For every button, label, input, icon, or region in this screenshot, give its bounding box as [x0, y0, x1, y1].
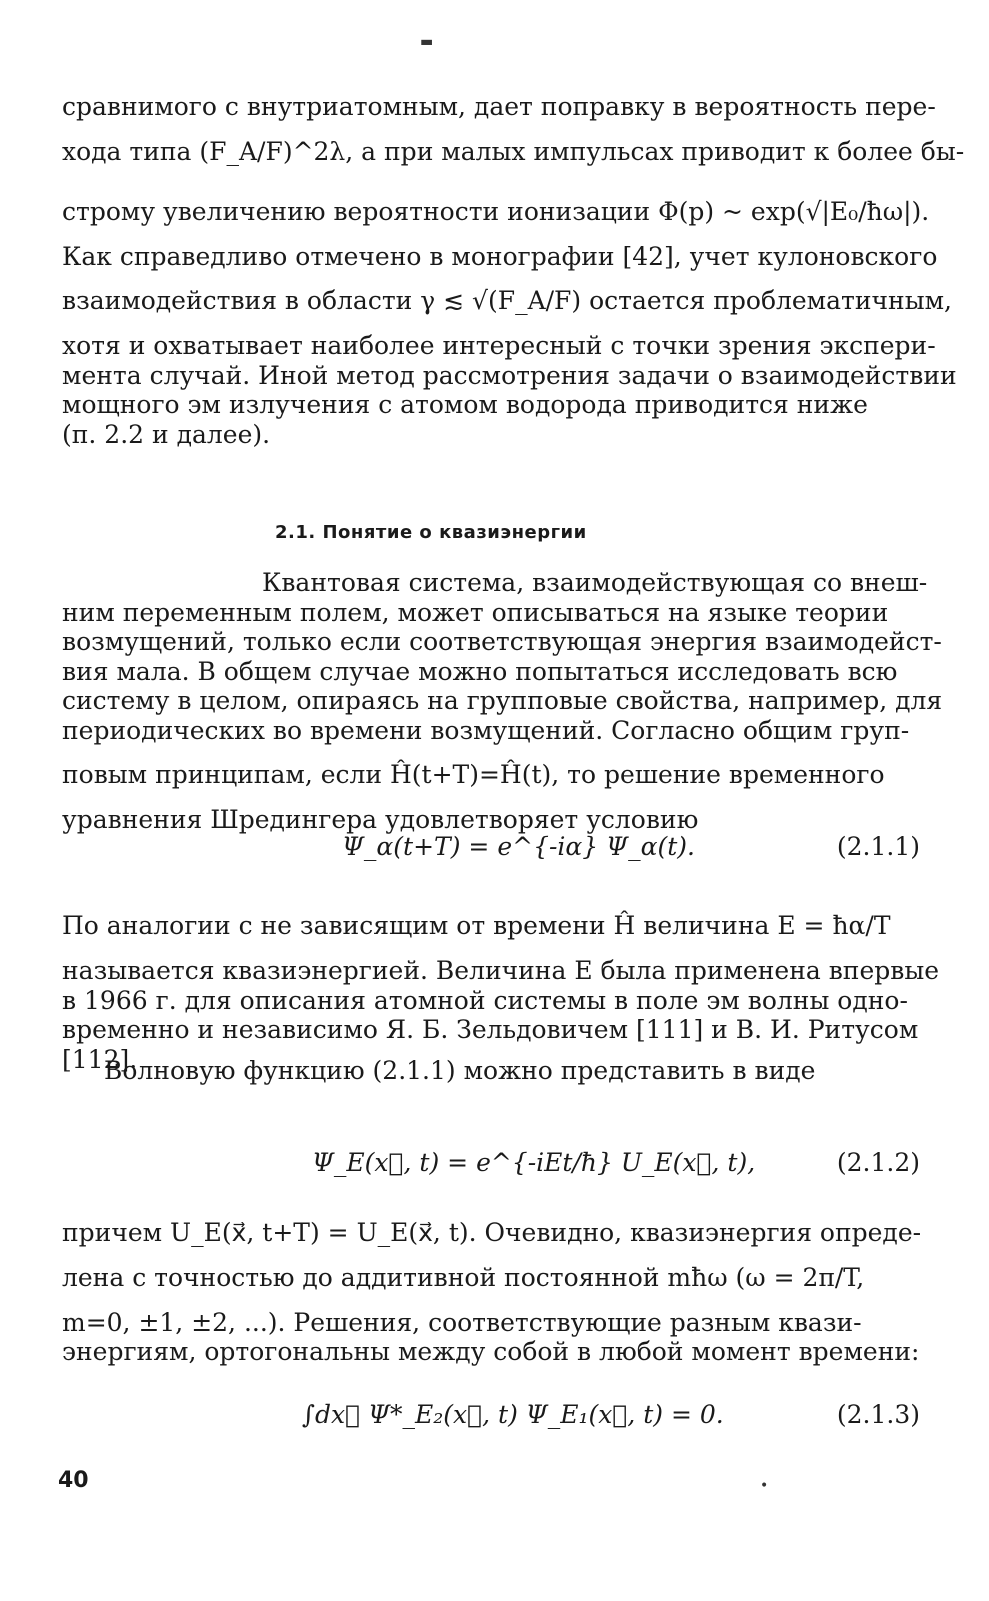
paragraph-section — [62, 568, 943, 835]
text-line: причем U_E(x⃗, t+T) = U_E(x⃗, t). Очевидно, квазиэнергия опреде- — [62, 1218, 922, 1247]
equation-number: (2.1.2) — [836, 1148, 920, 1177]
section-heading: 2.1. Понятие о квазиэнергии — [275, 522, 587, 543]
text-line: Как справедливо отмечено в монографии [42], учет кулоновского — [62, 241, 938, 271]
text-line: мента случай. Иной метод рассмотрения задачи о взаимодействии — [62, 360, 957, 390]
text-line: возмущений, только если соответствующая энергия взаимодейст- — [62, 627, 942, 656]
text-line: в 1966 г. для описания атомной системы в поле эм волны одно- — [62, 985, 908, 1015]
equation-expression: Ψ_α(t+T) = e^{-iα} Ψ_α(t). — [342, 832, 695, 861]
text-line: взаимодействия в области γ ≲ √(F_A/F) остается проблематичным, — [62, 286, 953, 315]
text-line: хотя и охватывает наиболее интересный с точки зрения экспери- — [62, 331, 936, 360]
text-line: Квантовая система, взаимодействующая со внеш- — [262, 568, 928, 597]
text-line: По аналогии с не зависящим от времени Ĥ величина E = ħα/T — [62, 911, 891, 940]
text-line: повым принципам, если Ĥ(t+T)=Ĥ(t), то решение временного — [62, 760, 885, 789]
equation-2-1-1 — [62, 832, 920, 864]
text-line: называется квазиэнергией. Величина E была применена впервые — [62, 956, 940, 985]
text-line: Волновую функцию (2.1.1) можно представить в виде — [104, 1056, 816, 1085]
text-line: строму увеличению вероятности ионизации Φ(p) ~ exp(√|E₀/ħω|). — [62, 196, 930, 226]
text-line: энергиям, ортогональны между собой в любой момент времени: — [62, 1337, 920, 1366]
paragraph-final — [62, 1218, 920, 1367]
text-line: сравнимого с внутриатомным, дает поправку в вероятность пере- — [62, 92, 936, 121]
paragraph-top — [62, 92, 965, 449]
equation-2-1-3 — [62, 1400, 920, 1432]
text-line: лена с точностью до аддитивной постоянной mħω (ω = 2π/T, — [62, 1262, 865, 1292]
text-line: периодических во времени возмущений. Согласно общим груп- — [62, 715, 910, 745]
equation-expression: ∫dx⃗ Ψ*_E₂(x⃗, t) Ψ_E₁(x⃗, t) = 0. — [302, 1400, 724, 1429]
equation-number: (2.1.1) — [836, 832, 920, 861]
text-line: (п. 2.2 и далее). — [62, 419, 271, 449]
paragraph-wave — [62, 1056, 920, 1086]
text-line: ним переменным полем, может описываться на языке теории — [62, 597, 889, 627]
text-line: мощного эм излучения с атомом водорода приводится ниже — [62, 390, 868, 419]
text-line: m=0, ±1, ±2, ...). Решения, соответствующие разным квази- — [62, 1307, 862, 1337]
text-line: систему в целом, опираясь на групповые свойства, например, для — [62, 686, 943, 715]
equation-2-1-2 — [62, 1148, 920, 1180]
scan-speck: • — [760, 1478, 769, 1494]
text-line: [112]. — [62, 1044, 138, 1074]
text-line: временно и независимо Я. Б. Зельдовичем [111] и В. И. Ритусом — [62, 1015, 919, 1044]
text-line: вия мала. В общем случае можно попытаться исследовать всю — [62, 656, 898, 686]
equation-expression: Ψ_E(x⃗, t) = e^{-iEt/ħ} U_E(x⃗, t), — [312, 1148, 756, 1177]
text-line: хода типа (F_A/F)^2λ, а при малых импульсах приводит к более бы- — [62, 136, 965, 166]
text-line: уравнения Шредингера удовлетворяет условию — [62, 805, 699, 834]
equation-number: (2.1.3) — [836, 1400, 920, 1429]
scan-speck: ▬ — [420, 34, 434, 50]
page-number: 40 — [58, 1468, 89, 1493]
paragraph-analogy — [62, 896, 940, 1074]
